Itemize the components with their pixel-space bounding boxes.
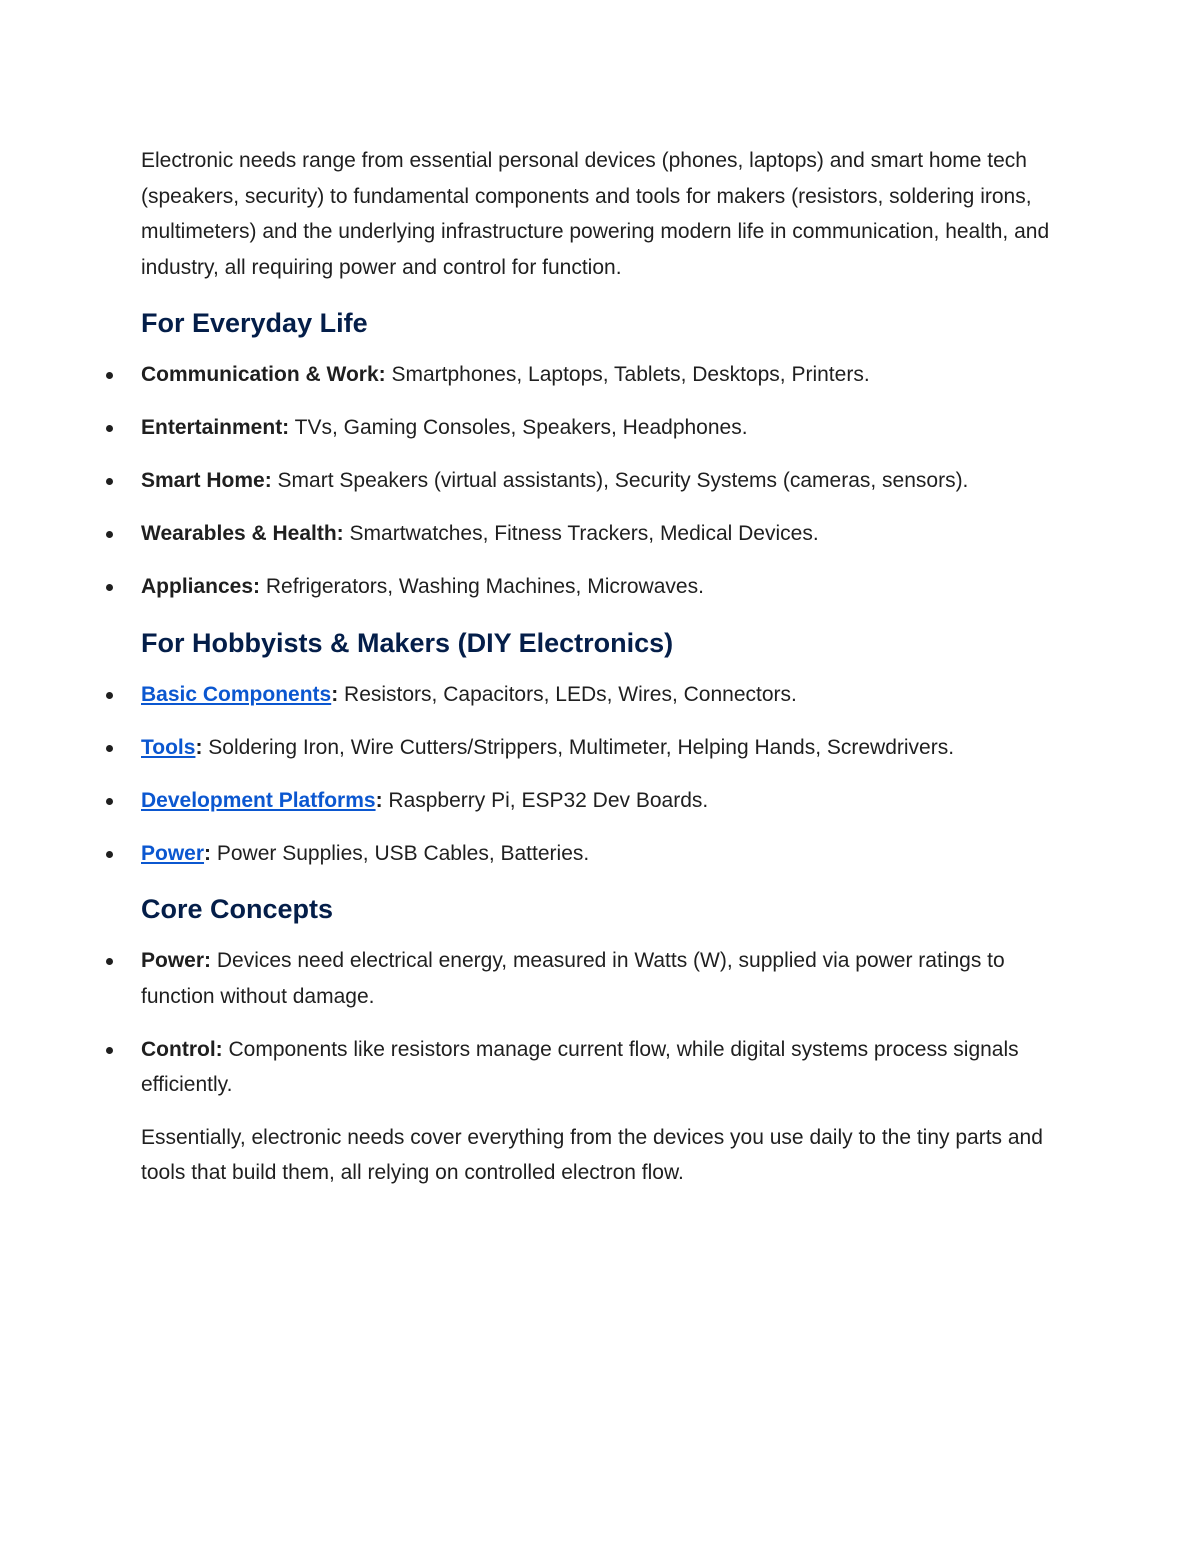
link-development-platforms[interactable]: Development Platforms (141, 788, 376, 812)
link-tools[interactable]: Tools (141, 735, 196, 759)
item-term: Communication & Work: (141, 363, 386, 386)
link-basic-components[interactable]: Basic Components (141, 682, 332, 706)
bullet-icon (106, 531, 113, 538)
item-term: Wearables & Health: (141, 522, 344, 545)
bullet-icon (106, 798, 113, 805)
hobby-list (141, 677, 1071, 872)
list-item (141, 1032, 1071, 1103)
document-page (141, 143, 1071, 1191)
item-text: Components like resistors manage current flow, while digital systems process signals efficiently. (141, 1037, 1019, 1096)
item-term: Control: (141, 1037, 223, 1061)
item-text: Smartwatches, Fitness Trackers, Medical Devices. (343, 522, 819, 545)
link-power[interactable]: Power (141, 841, 205, 865)
item-term: Entertainment: (141, 416, 290, 439)
item-text: Soldering Iron, Wire Cutters/Strippers, Multimeter, Helping Hands, Screwdrivers. (202, 735, 955, 759)
item-colon: : (331, 682, 339, 706)
bullet-icon (106, 692, 113, 699)
conclusion-paragraph: Essentially, electronic needs cover everything from the devices you use daily to the tiny parts and tools that build them, all relying on controlled electron flow. (141, 1125, 1043, 1184)
list-item (141, 836, 1071, 872)
item-colon: : (375, 788, 383, 812)
list-item (141, 783, 1071, 819)
item-text: Smartphones, Laptops, Tablets, Desktops, Printers. (385, 363, 870, 386)
item-term: Appliances: (141, 575, 261, 598)
list-item (141, 569, 1071, 605)
list-item (141, 410, 1071, 446)
item-text: Raspberry Pi, ESP32 Dev Boards. (382, 788, 709, 812)
item-text: TVs, Gaming Consoles, Speakers, Headphones. (289, 416, 748, 439)
bullet-icon (106, 478, 113, 485)
bullet-icon (106, 851, 113, 858)
list-item (141, 730, 1071, 766)
item-colon: : (204, 841, 212, 865)
intro-paragraph: Electronic needs range from essential personal devices (phones, laptops) and smart home tech (speakers, security) to fundamental components and tools for makers (resistors, soldering irons, multimeters) and the underlying infrastructure powering modern life in communication, health, and industry, all requiring power and control for function. (141, 149, 1050, 279)
list-item (141, 463, 1071, 499)
item-term: Smart Home: (141, 469, 272, 492)
item-text: Resistors, Capacitors, LEDs, Wires, Connectors. (338, 682, 797, 706)
item-text: Power Supplies, USB Cables, Batteries. (211, 841, 590, 865)
heading-everyday-life: For Everyday Life (141, 308, 368, 338)
core-list (141, 943, 1071, 1103)
heading-core-concepts: Core Concepts (141, 894, 334, 924)
bullet-icon (106, 425, 113, 432)
bullet-icon (106, 1047, 113, 1054)
everyday-list (141, 357, 1071, 605)
item-text: Devices need electrical energy, measured in Watts (W), supplied via power ratings to function without damage. (141, 949, 1005, 1008)
bullet-icon (106, 745, 113, 752)
list-item (141, 677, 1071, 713)
bullet-icon (106, 958, 113, 965)
item-colon: : (195, 735, 203, 759)
bullet-icon (106, 584, 113, 591)
item-term: Power: (141, 949, 212, 972)
item-text: Refrigerators, Washing Machines, Microwaves. (260, 575, 704, 598)
list-item (141, 943, 1071, 1014)
bullet-icon (106, 372, 113, 379)
list-item (141, 357, 1071, 393)
item-text: Smart Speakers (virtual assistants), Security Systems (cameras, sensors). (271, 469, 969, 492)
heading-hobbyists-makers: For Hobbyists & Makers (DIY Electronics) (141, 627, 674, 658)
list-item (141, 516, 1071, 552)
